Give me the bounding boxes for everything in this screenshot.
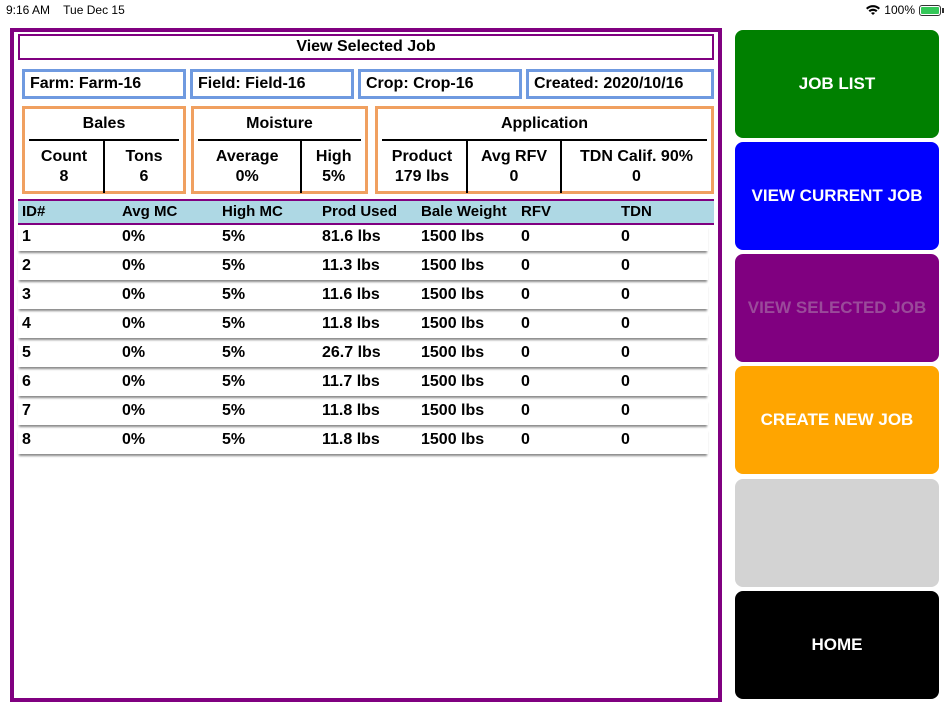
cell-high-mc: 5%: [222, 257, 246, 274]
bales-tons-col: [103, 141, 183, 193]
cell-bale-weight: 1500 lbs: [421, 315, 485, 332]
moisture-average-value: 0%: [235, 168, 259, 185]
blank-button[interactable]: [735, 479, 939, 587]
header-bale-weight: Bale Weight: [421, 203, 507, 220]
status-bar: [0, 0, 950, 20]
bales-stats: [22, 106, 186, 194]
status-right: [866, 3, 944, 17]
bales-count-col: [25, 141, 103, 193]
created-info: Created: 2020/10/16: [526, 69, 714, 99]
application-tdn-col: [560, 141, 711, 193]
cell-high-mc: 5%: [222, 344, 246, 361]
header-high-mc: High MC: [222, 203, 283, 220]
header-rfv: RFV: [521, 203, 551, 220]
application-rfv-label: Avg RFV: [480, 148, 548, 165]
cell-prod-used: 11.3 lbs: [322, 257, 380, 274]
cell-avg-mc: 0%: [122, 286, 146, 303]
cell-bale-weight: 1500 lbs: [421, 344, 485, 361]
battery-cap: [942, 8, 944, 13]
cell-bale-weight: 1500 lbs: [421, 257, 485, 274]
cell-avg-mc: 0%: [122, 257, 146, 274]
farm-info: Farm: Farm-16: [22, 69, 186, 99]
view-selected-job-button[interactable]: VIEW SELECTED JOB: [735, 254, 939, 362]
cell-bale-weight: 1500 lbs: [421, 431, 485, 448]
status-left: [6, 3, 135, 17]
cell-tdn: 0: [621, 402, 630, 419]
application-rfv-col: [466, 141, 560, 193]
bales-count-label: Count: [40, 148, 88, 165]
cell-prod-used: 11.8 lbs: [322, 431, 380, 448]
moisture-stats: [191, 106, 368, 194]
table-header: [18, 199, 714, 225]
cell-rfv: 0: [521, 257, 530, 274]
table-row[interactable]: [18, 225, 708, 251]
cell-rfv: 0: [521, 315, 530, 332]
cell-rfv: 0: [521, 373, 530, 390]
wifi-icon: [866, 5, 880, 16]
bales-count-value: 8: [59, 168, 69, 185]
application-product-value: 179 lbs: [394, 168, 450, 185]
moisture-high-label: High: [315, 148, 352, 165]
application-product-label: Product: [391, 148, 453, 165]
table-row[interactable]: [18, 312, 708, 338]
create-new-job-button[interactable]: CREATE NEW JOB: [735, 366, 939, 474]
job-details-panel: [10, 28, 722, 702]
cell-rfv: 0: [521, 344, 530, 361]
moisture-high-value: 5%: [322, 168, 346, 185]
cell-avg-mc: 0%: [122, 431, 146, 448]
cell-tdn: 0: [621, 431, 630, 448]
cell-avg-mc: 0%: [122, 228, 146, 245]
table-row[interactable]: [18, 254, 708, 280]
status-time: 9:16 AM: [6, 3, 51, 17]
cell-bale-weight: 1500 lbs: [421, 402, 485, 419]
application-tdn-label: TDN Calif. 90%: [580, 148, 693, 165]
home-button[interactable]: HOME: [735, 591, 939, 699]
header-avg-mc: Avg MC: [122, 203, 178, 220]
table-row[interactable]: [18, 341, 708, 367]
table-row[interactable]: [18, 370, 708, 396]
application-stats: [375, 106, 714, 194]
cell-tdn: 0: [621, 315, 630, 332]
cell-id: 7: [22, 402, 31, 419]
cell-prod-used: 11.8 lbs: [322, 402, 380, 419]
application-product-col: [378, 141, 466, 193]
cell-bale-weight: 1500 lbs: [421, 373, 485, 390]
cell-tdn: 0: [621, 286, 630, 303]
bales-tons-label: Tons: [125, 148, 163, 165]
cell-rfv: 0: [521, 431, 530, 448]
cell-id: 5: [22, 344, 31, 361]
cell-id: 1: [22, 228, 31, 245]
cell-prod-used: 11.7 lbs: [322, 373, 380, 390]
bales-title: Bales: [29, 109, 179, 141]
table-body: [18, 225, 714, 454]
cell-id: 6: [22, 373, 31, 390]
cell-high-mc: 5%: [222, 286, 246, 303]
header-id: ID#: [22, 203, 46, 220]
table-row[interactable]: [18, 283, 708, 309]
cell-high-mc: 5%: [222, 228, 246, 245]
cell-high-mc: 5%: [222, 431, 246, 448]
cell-avg-mc: 0%: [122, 402, 146, 419]
moisture-average-label: Average: [215, 148, 279, 165]
application-rfv-value: 0: [509, 168, 519, 185]
cell-prod-used: 26.7 lbs: [322, 344, 381, 361]
field-info: Field: Field-16: [190, 69, 354, 99]
bales-tons-value: 6: [139, 168, 149, 185]
cell-tdn: 0: [621, 228, 630, 245]
job-list-button[interactable]: JOB LIST: [735, 30, 939, 138]
cell-prod-used: 11.6 lbs: [322, 286, 380, 303]
application-tdn-value: 0: [632, 168, 641, 185]
cell-id: 3: [22, 286, 31, 303]
moisture-average-col: [194, 141, 300, 193]
header-prod-used: Prod Used: [322, 203, 398, 220]
cell-id: 8: [22, 431, 31, 448]
application-title: Application: [382, 109, 707, 141]
battery-icon: [919, 5, 941, 16]
cell-bale-weight: 1500 lbs: [421, 228, 485, 245]
cell-high-mc: 5%: [222, 373, 246, 390]
moisture-high-col: [300, 141, 365, 193]
cell-high-mc: 5%: [222, 315, 246, 332]
cell-avg-mc: 0%: [122, 315, 146, 332]
cell-prod-used: 11.8 lbs: [322, 315, 380, 332]
view-current-job-button[interactable]: VIEW CURRENT JOB: [735, 142, 939, 250]
table-row[interactable]: [18, 399, 708, 425]
cell-id: 2: [22, 257, 31, 274]
page-title: View Selected Job: [18, 34, 714, 60]
header-tdn: TDN: [621, 203, 652, 220]
cell-rfv: 0: [521, 286, 530, 303]
cell-rfv: 0: [521, 228, 530, 245]
cell-avg-mc: 0%: [122, 344, 146, 361]
cell-tdn: 0: [621, 257, 630, 274]
cell-bale-weight: 1500 lbs: [421, 286, 485, 303]
cell-tdn: 0: [621, 373, 630, 390]
battery-percent: 100%: [884, 3, 915, 17]
cell-id: 4: [22, 315, 31, 332]
moisture-title: Moisture: [198, 109, 361, 141]
cell-avg-mc: 0%: [122, 373, 146, 390]
crop-info: Crop: Crop-16: [358, 69, 522, 99]
cell-rfv: 0: [521, 402, 530, 419]
table-row[interactable]: [18, 428, 708, 454]
bale-table: [18, 199, 714, 457]
cell-high-mc: 5%: [222, 402, 246, 419]
cell-tdn: 0: [621, 344, 630, 361]
status-date: Tue Dec 15: [63, 3, 125, 17]
cell-prod-used: 81.6 lbs: [322, 228, 381, 245]
